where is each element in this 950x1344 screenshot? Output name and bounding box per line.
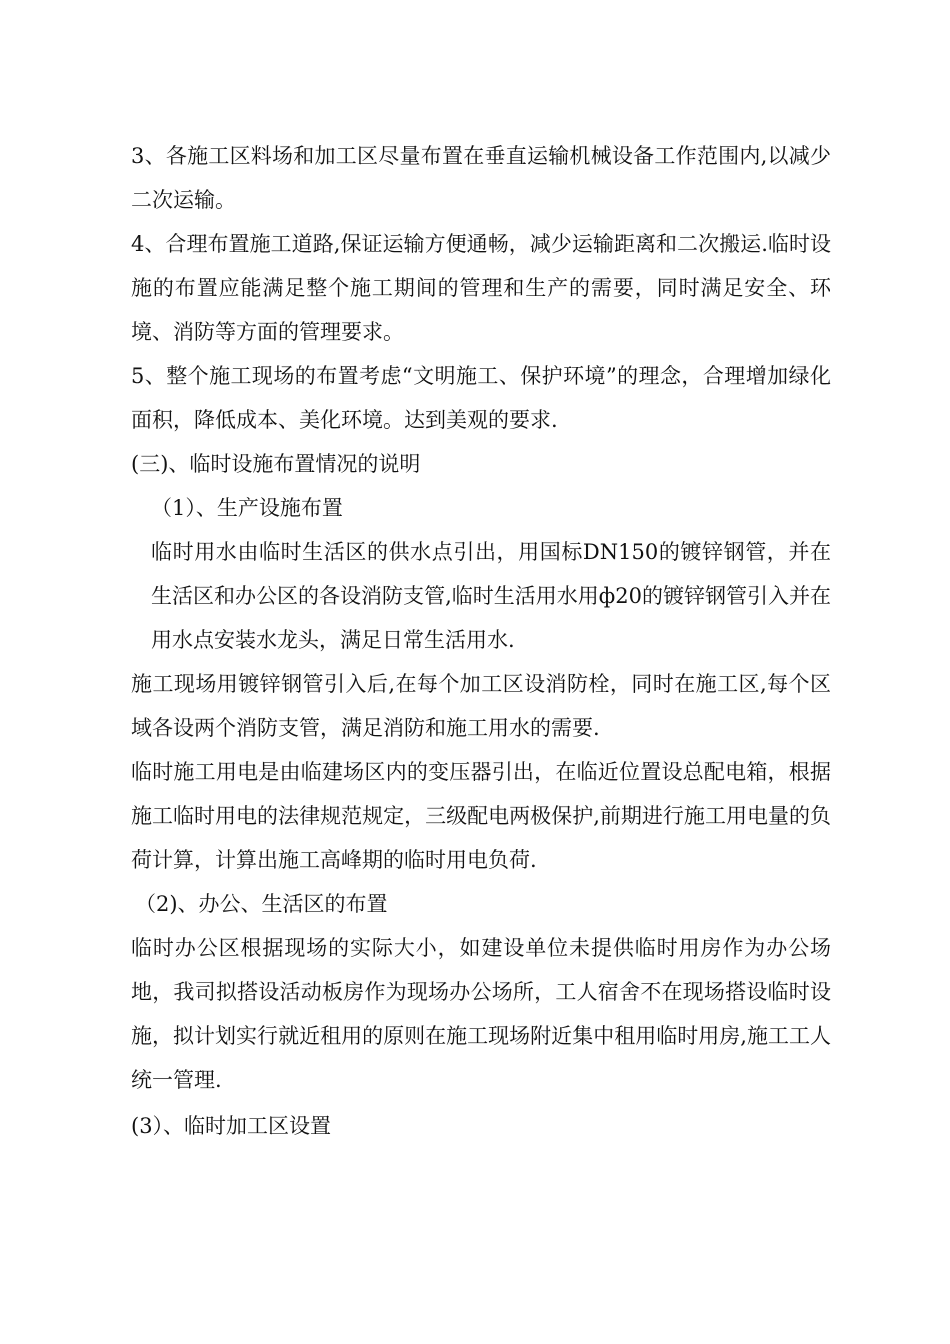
paragraph-item-3: 3、各施工区料场和加工区尽量布置在垂直运输机械设备工作范围内,以减少二次运输。 [131, 144, 831, 212]
paragraph-water-supply: 临时用水由临时生活区的供水点引出，用国标DN150的镀锌钢管，并在生活区和办公区的各设消防支管,临时生活用水用ф20的镀锌钢管引入并在用水点安装水龙头，满足日常生活用水. [151, 540, 831, 652]
paragraph-item-4: 4、合理布置施工道路,保证运输方便通畅，减少运输距离和二次搬运.临时设施的布置应能满足整个施工期间的管理和生产的需要，同时满足安全、环境、消防等方面的管理要求。 [131, 232, 831, 344]
paragraph-item-5: 5、整个施工现场的布置考虑“文明施工、保护环境”的理念，合理增加绿化面积，降低成本、美化环境。达到美观的要求. [131, 364, 831, 432]
paragraph-fire-hydrant: 施工现场用镀锌钢管引入后,在每个加工区设消防栓，同时在施工区,每个区域各设两个消防支管，满足消防和施工用水的需要. [131, 672, 831, 740]
document-body [131, 134, 831, 1148]
subsection-heading-3: (3）、临时加工区设置 [131, 1114, 332, 1138]
paragraph-office-area: 临时办公区根据现场的实际大小，如建设单位未提供临时用房作为办公场地，我司拟搭设活动板房作为现场办公场所，工人宿舍不在现场搭设临时设施，拟计划实行就近租用的原则在施工现场附近集中租用临时用房,施工工人统一管理. [131, 936, 831, 1092]
subsection-heading-1: （1）、生产设施布置 [151, 496, 343, 520]
paragraph-electricity: 临时施工用电是由临建场区内的变压器引出，在临近位置设总配电箱，根据施工临时用电的法律规范规定，三级配电两极保护,前期进行施工用电量的负荷计算，计算出施工高峰期的临时用电负荷. [131, 760, 831, 872]
section-heading-3: (三)、临时设施布置情况的说明 [131, 452, 421, 476]
subsection-heading-2: （2)、办公、生活区的布置 [135, 892, 388, 916]
